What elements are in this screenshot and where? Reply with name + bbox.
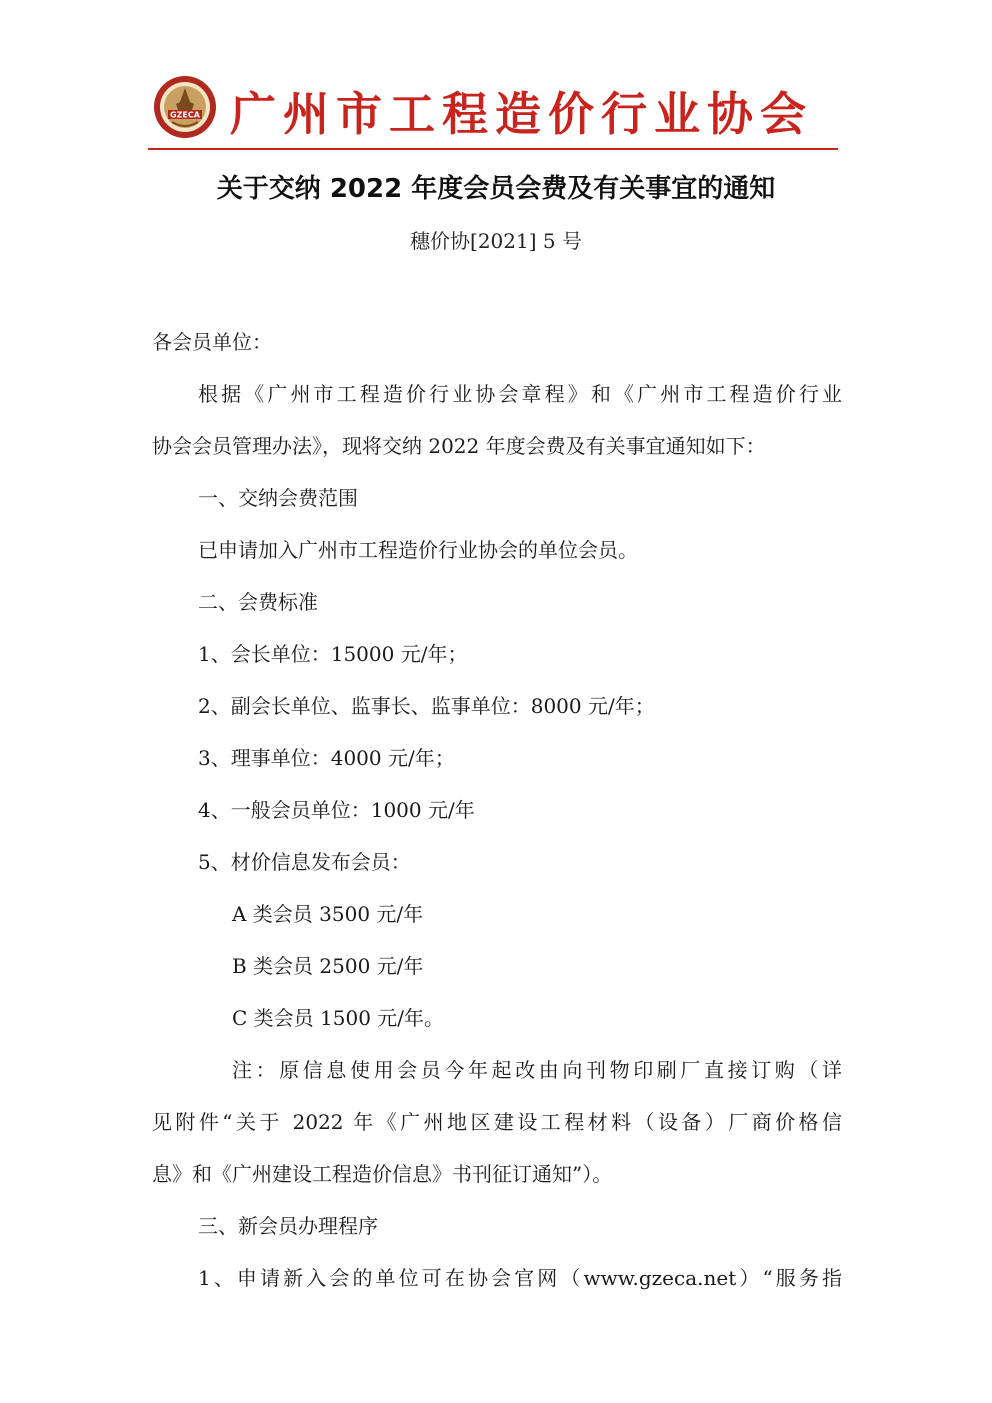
salutation: 各会员单位： [152,330,272,354]
note-line: 注：原信息使用会员今年起改由向刊物印刷厂直接订购（详 [232,1058,842,1082]
sub-list-item: A 类会员 3500 元/年 [232,902,424,926]
paragraph-line: 已申请加入广州市工程造价行业协会的单位会员。 [198,538,638,562]
paragraph-line: 根据《广州市工程造价行业协会章程》和《广州市工程造价行业 [198,382,842,406]
list-item: 3、理事单位：4000 元/年； [198,746,455,770]
note-line: 息》和《广州建设工程造价信息》书刊征订通知”）。 [152,1162,613,1186]
sub-list-item: C 类会员 1500 元/年。 [232,1006,445,1030]
section-heading: 二、会费标准 [198,590,318,614]
list-item: 4、一般会员单位：1000 元/年 [198,798,475,822]
document-body [152,322,842,1310]
list-item: 2、副会长单位、监事长、监事单位：8000 元/年； [198,694,655,718]
paragraph-line: 协会会员管理办法》，现将交纳 2022 年度会费及有关事宜通知如下： [152,434,766,458]
note-line: 见附件“关于 2022 年《广州地区建设工程材料（设备）厂商价格信 [152,1110,842,1134]
document-title: 关于交纳 2022 年度会员会费及有关事宜的通知 [216,174,776,204]
section-heading: 一、交纳会费范围 [198,486,358,510]
section-heading: 三、新会员办理程序 [198,1214,378,1238]
list-item: 5、材价信息发布会员： [198,850,411,874]
sub-list-item: B 类会员 2500 元/年 [232,954,424,978]
document-number: 穗价协[2021] 5 号 [410,229,582,253]
logo-text: GZECA [170,110,200,120]
list-item: 1、会长单位：15000 元/年； [198,642,468,666]
letterhead [148,70,838,150]
header-divider [148,148,838,150]
org-name: 广州市工程造价行业协会 [230,87,813,141]
paragraph-line: 1、申请新入会的单位可在协会官网（www.gzeca.net）“服务指 [198,1266,842,1290]
gzeca-logo-icon [152,74,218,140]
